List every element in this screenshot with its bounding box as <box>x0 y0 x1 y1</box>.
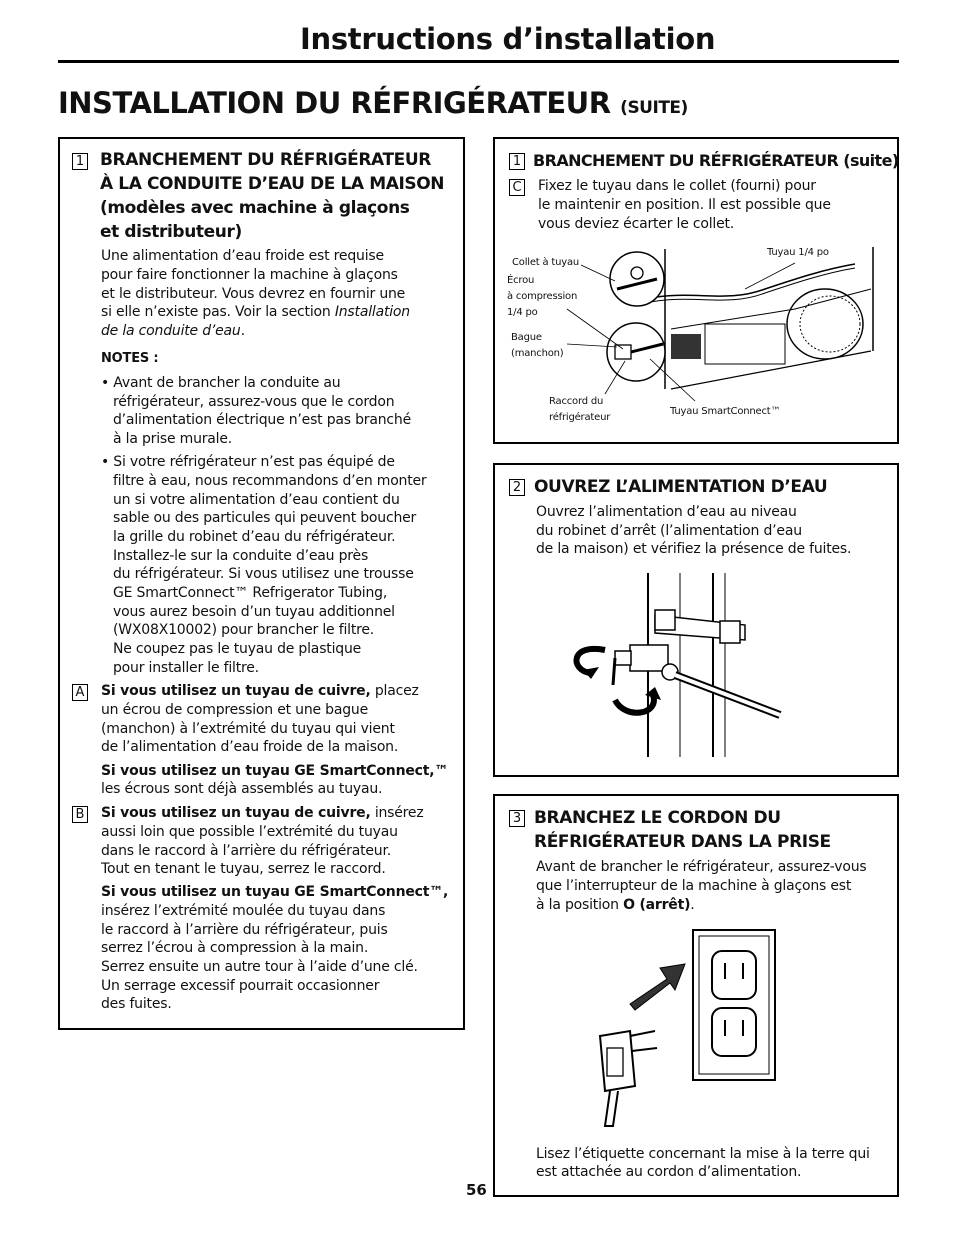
step-b-line: Tout en tenant le tuyau, serrez le raccord. <box>101 861 386 877</box>
section-suffix: (SUITE) <box>620 98 688 118</box>
right3-heading-line: RÉFRIGÉRATEUR DANS LA PRISE <box>534 832 831 852</box>
step-a-line: un écrou de compression et une bague <box>101 702 369 718</box>
note-line: d’alimentation électrique n’est pas branché <box>113 412 411 428</box>
label-raccord: réfrigérateur <box>549 412 611 423</box>
left-heading-line: (modèles avec machine à glaçons <box>100 198 410 218</box>
label-collet: Collet à tuyau <box>512 257 580 268</box>
label-bague: (manchon) <box>511 348 564 359</box>
label-tuyau-quart: Tuyau 1/4 po <box>767 247 829 258</box>
note-line: Installez-le sur la conduite d’eau près <box>113 548 369 564</box>
step-b-line: Si vous utilisez un tuyau de cuivre, insérez <box>101 805 424 821</box>
note-line: du réfrigérateur. Si vous utilisez une trousse <box>113 566 414 582</box>
step-number: 1 <box>72 153 88 170</box>
step-b-smart-line: le raccord à l’arrière du réfrigérateur, puis <box>101 922 388 938</box>
intro-line: de la conduite d’eau. <box>101 323 245 339</box>
note-line: sable ou des particules qui peuvent boucher <box>113 510 417 526</box>
note-line: la grille du robinet d’eau du réfrigérateur. <box>113 529 396 545</box>
label-tuyau-smart: Tuyau SmartConnect™ <box>670 406 781 417</box>
outlet-plug-illustration <box>495 796 897 1195</box>
note-line: GE SmartConnect™ Refrigerator Tubing, <box>113 585 388 601</box>
label-ecrou: Écrou <box>507 275 535 286</box>
right3-footer-line: Lisez l’étiquette concernant la mise à la terre qui <box>536 1146 870 1162</box>
step-b-line: aussi loin que possible l’extrémité du tuyau <box>101 824 398 840</box>
step-b-smart-line: Serrez ensuite un autre tour à l’aide d’une clé. <box>101 959 418 975</box>
step-a-line: Si vous utilisez un tuyau de cuivre, placez <box>101 683 419 699</box>
step2-panel <box>493 463 899 777</box>
right1-line: le maintenir en position. Il est possible que <box>538 197 831 213</box>
step-a-line: (manchon) à l’extrémité du tuyau qui vient <box>101 721 395 737</box>
intro-line: Une alimentation d’eau froide est requise <box>101 248 384 264</box>
title-rule <box>58 60 899 63</box>
note-line: vous aurez besoin d’un tuyau additionnel <box>113 604 395 620</box>
right3-line: à la position O (arrêt). <box>536 897 695 913</box>
note-line: • Avant de brancher la conduite au <box>101 375 341 391</box>
left-panel <box>58 137 465 1030</box>
note-line: réfrigérateur, assurez-vous que le cordon <box>113 394 395 410</box>
step-b-smart-line: insérez l’extrémité moulée du tuyau dans <box>101 903 386 919</box>
step-number: 1 <box>509 153 525 170</box>
off-position: O (arrêt) <box>623 897 691 913</box>
right2-line: Ouvrez l’alimentation d’eau au niveau <box>536 504 797 520</box>
step-b-smart-line: des fuites. <box>101 996 172 1012</box>
note-line: Ne coupez pas le tuyau de plastique <box>113 641 362 657</box>
label-ecrou: à compression <box>507 291 578 302</box>
right3-line: Avant de brancher le réfrigérateur, assurez-vous <box>536 859 867 875</box>
step-letter-c: C <box>509 179 525 196</box>
label-bague: Bague <box>511 332 542 343</box>
note-line: (WX08X10002) pour brancher le filtre. <box>113 622 375 638</box>
label-ecrou: 1/4 po <box>507 307 538 318</box>
left-heading-line: et distributeur) <box>100 222 242 242</box>
section-reference: Installation <box>334 304 410 320</box>
intro-line: si elle n’existe pas. Voir la section Installation <box>101 304 410 320</box>
shutoff-valve-illustration <box>495 465 897 775</box>
right2-heading: OUVREZ L’ALIMENTATION D’EAU <box>534 477 828 497</box>
notes-label: NOTES : <box>101 351 159 366</box>
step-letter-a: A <box>72 684 88 701</box>
step-number: 3 <box>509 810 525 827</box>
right1-line: Fixez le tuyau dans le collet (fourni) pour <box>538 178 816 194</box>
note-line: • Si votre réfrigérateur n’est pas équipé de <box>101 454 395 470</box>
left-heading-line: BRANCHEMENT DU RÉFRIGÉRATEUR <box>100 150 431 170</box>
section-title: INSTALLATION DU RÉFRIGÉRATEUR <box>58 86 611 120</box>
right2-line: du robinet d’arrêt (l’alimentation d’eau <box>536 523 802 539</box>
step-a-smart-line: les écrous sont déjà assemblés au tuyau. <box>101 781 383 797</box>
step-b-line: dans le raccord à l’arrière du réfrigérateur. <box>101 843 391 859</box>
right3-footer-line: est attachée au cordon d’alimentation. <box>536 1164 802 1180</box>
page-title: Instructions d’installation <box>300 22 716 56</box>
right3-heading-line: BRANCHEZ LE CORDON DU <box>534 808 781 828</box>
note-line: pour installer le filtre. <box>113 660 259 676</box>
right1-line: vous deviez écarter le collet. <box>538 216 735 232</box>
note-line: un si votre alimentation d’eau contient du <box>113 492 400 508</box>
step-a-line: de l’alimentation d’eau froide de la maison. <box>101 739 399 755</box>
intro-line: pour faire fonctionner la machine à glaçons <box>101 267 398 283</box>
note-line: à la prise murale. <box>113 431 233 447</box>
left-heading-line: À LA CONDUITE D’EAU DE LA MAISON <box>100 174 445 194</box>
right1-heading: BRANCHEMENT DU RÉFRIGÉRATEUR (suite) <box>533 151 899 170</box>
step1-continued-panel <box>493 137 899 444</box>
page-number: 56 <box>466 1181 487 1199</box>
step-b-smart-line: Un serrage excessif pourrait occasionner <box>101 978 380 994</box>
step-number: 2 <box>509 479 525 496</box>
label-raccord: Raccord du <box>549 396 604 407</box>
step3-panel <box>493 794 899 1197</box>
right3-line: que l’interrupteur de la machine à glaçons est <box>536 878 852 894</box>
step-letter-b: B <box>72 806 88 823</box>
note-line: filtre à eau, nous recommandons d’en monter <box>113 473 427 489</box>
step-a-smart-bold: Si vous utilisez un tuyau GE SmartConnect,™ <box>101 763 449 779</box>
step-b-smart-bold: Si vous utilisez un tuyau GE SmartConnect™, <box>101 884 449 900</box>
step-b-smart-line: serrez l’écrou à compression à la main. <box>101 940 369 956</box>
section-heading <box>58 86 688 120</box>
right2-line: de la maison) et vérifiez la présence de fuites. <box>536 541 852 557</box>
intro-line: et le distributeur. Vous devrez en fournir une <box>101 286 406 302</box>
